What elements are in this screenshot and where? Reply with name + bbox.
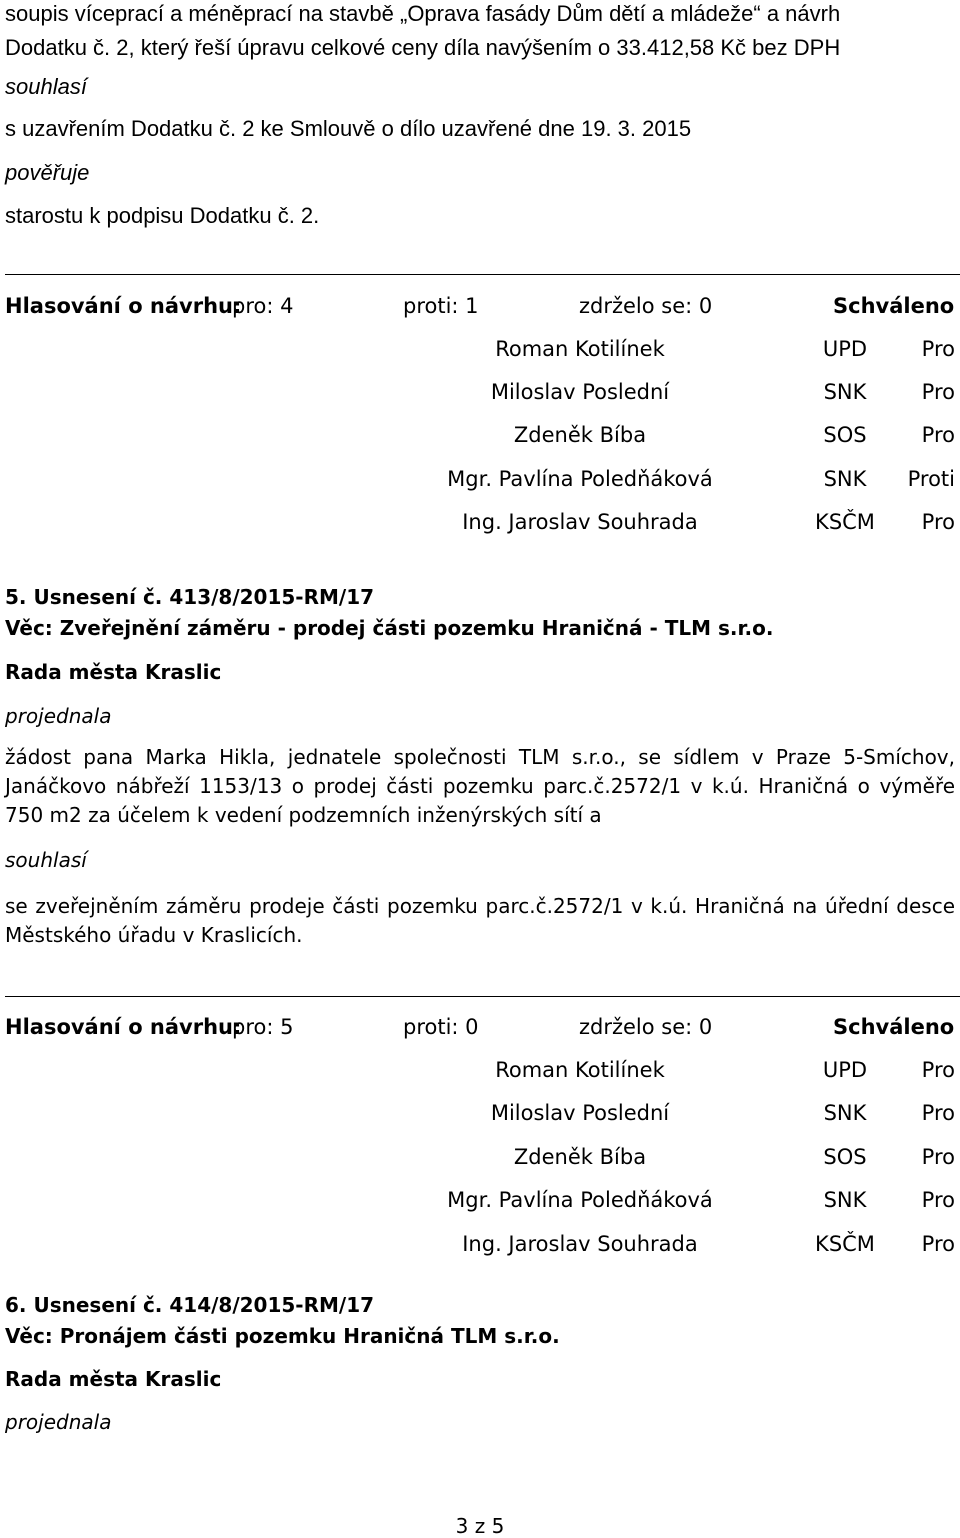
vote-pro: pro: 5 (232, 1015, 294, 1039)
member-name: Roman Kotilínek (495, 1058, 665, 1082)
member-vote-row (0, 421, 960, 449)
text-line: soupis víceprací a méněprací na stavbě „Oprava fasády Dům dětí a mládeže“ a návrh (5, 1, 841, 26)
resolution-body: žádost pana Marka Hikla, jednatele společnosti TLM s.r.o., se sídlem v Praze 5-Smíchov, Janáčkovo nábřeží 1153/13 o prodej části pozemku parc.č.2572/1 v k.ú. Hraničná o výměře 750 m2 za účelem k vedení podzemních inženýrských sítí a (5, 745, 955, 827)
member-name: Ing. Jaroslav Souhrada (462, 510, 698, 534)
member-vote-row (0, 1186, 960, 1214)
member-name: Zdeněk Bíba (513, 423, 647, 447)
member-name: Roman Kotilínek (495, 337, 665, 361)
member-vote: Pro (921, 1232, 955, 1256)
verb-discussed: projednala (5, 704, 112, 728)
verb-agree: souhlasí (5, 848, 87, 872)
vote-abstain: zdrželo se: 0 (579, 1015, 713, 1039)
vote-summary (5, 292, 960, 320)
member-vote-row (0, 1143, 960, 1171)
member-vote-row (0, 465, 960, 493)
vote-label: Hlasování o návrhu: (5, 1015, 242, 1039)
resolution-heading: 5. Usnesení č. 413/8/2015-RM/17 (5, 585, 375, 609)
member-party: KSČM (815, 510, 875, 534)
member-party: KSČM (815, 1232, 875, 1256)
text-line: starostu k podpisu Dodatku č. 2. (5, 203, 320, 228)
resolution-heading: 6. Usnesení č. 414/8/2015-RM/17 (5, 1293, 375, 1317)
divider (5, 996, 960, 997)
vote-summary (5, 1013, 960, 1041)
member-name: Ing. Jaroslav Souhrada (462, 1232, 698, 1256)
member-vote: Pro (921, 380, 955, 404)
member-name: Mgr. Pavlína Poledňáková (447, 467, 713, 491)
text-line: s uzavřením Dodatku č. 2 ke Smlouvě o dílo uzavřené dne 19. 3. 2015 (5, 116, 692, 141)
member-party: UPD (822, 1058, 868, 1082)
member-vote-row (0, 378, 960, 406)
member-name: Miloslav Poslední (490, 1101, 670, 1125)
member-vote-row (0, 1230, 960, 1258)
member-vote: Pro (921, 1101, 955, 1125)
member-vote-row (0, 1056, 960, 1084)
member-vote-row (0, 508, 960, 536)
divider (5, 274, 960, 275)
member-vote: Pro (921, 1145, 955, 1169)
member-party: SOS (823, 423, 867, 447)
member-party: UPD (822, 337, 868, 361)
vote-result: Schváleno (833, 294, 955, 318)
member-vote-row (0, 1099, 960, 1127)
vote-proti: proti: 0 (403, 1015, 479, 1039)
text-line: Dodatku č. 2, který řeší úpravu celkové ceny díla navýšením o 33.412,58 Kč bez DPH (5, 35, 841, 60)
member-vote: Pro (921, 337, 955, 361)
member-vote-row (0, 335, 960, 363)
member-party: SOS (823, 1145, 867, 1169)
vote-result: Schváleno (833, 1015, 955, 1039)
vote-pro: pro: 4 (232, 294, 294, 318)
member-party: SNK (823, 1188, 867, 1212)
member-vote: Pro (921, 1058, 955, 1082)
member-party: SNK (823, 467, 867, 491)
member-vote: Proti (907, 467, 955, 491)
resolution-subject: Věc: Zveřejnění záměru - prodej části pozemku Hraničná - TLM s.r.o. (5, 616, 774, 640)
verb-agree: souhlasí (5, 74, 87, 99)
vote-label: Hlasování o návrhu: (5, 294, 242, 318)
page-number: 3 z 5 (455, 1514, 505, 1538)
resolution-subject: Věc: Pronájem části pozemku Hraničná TLM s.r.o. (5, 1324, 560, 1348)
member-name: Mgr. Pavlína Poledňáková (447, 1188, 713, 1212)
council-name: Rada města Kraslic (5, 1367, 222, 1391)
member-party: SNK (823, 1101, 867, 1125)
resolution-body: se zveřejněním záměru prodeje části pozemku parc.č.2572/1 v k.ú. Hraničná na úřední desce Městského úřadu v Kraslicích. (5, 894, 955, 947)
member-vote: Pro (921, 423, 955, 447)
member-name: Miloslav Poslední (490, 380, 670, 404)
member-vote: Pro (921, 1188, 955, 1212)
verb-authorize: pověřuje (5, 160, 90, 185)
member-vote: Pro (921, 510, 955, 534)
council-name: Rada města Kraslic (5, 660, 222, 684)
verb-discussed: projednala (5, 1410, 112, 1434)
vote-proti: proti: 1 (403, 294, 479, 318)
member-name: Zdeněk Bíba (513, 1145, 647, 1169)
member-party: SNK (823, 380, 867, 404)
vote-abstain: zdrželo se: 0 (579, 294, 713, 318)
